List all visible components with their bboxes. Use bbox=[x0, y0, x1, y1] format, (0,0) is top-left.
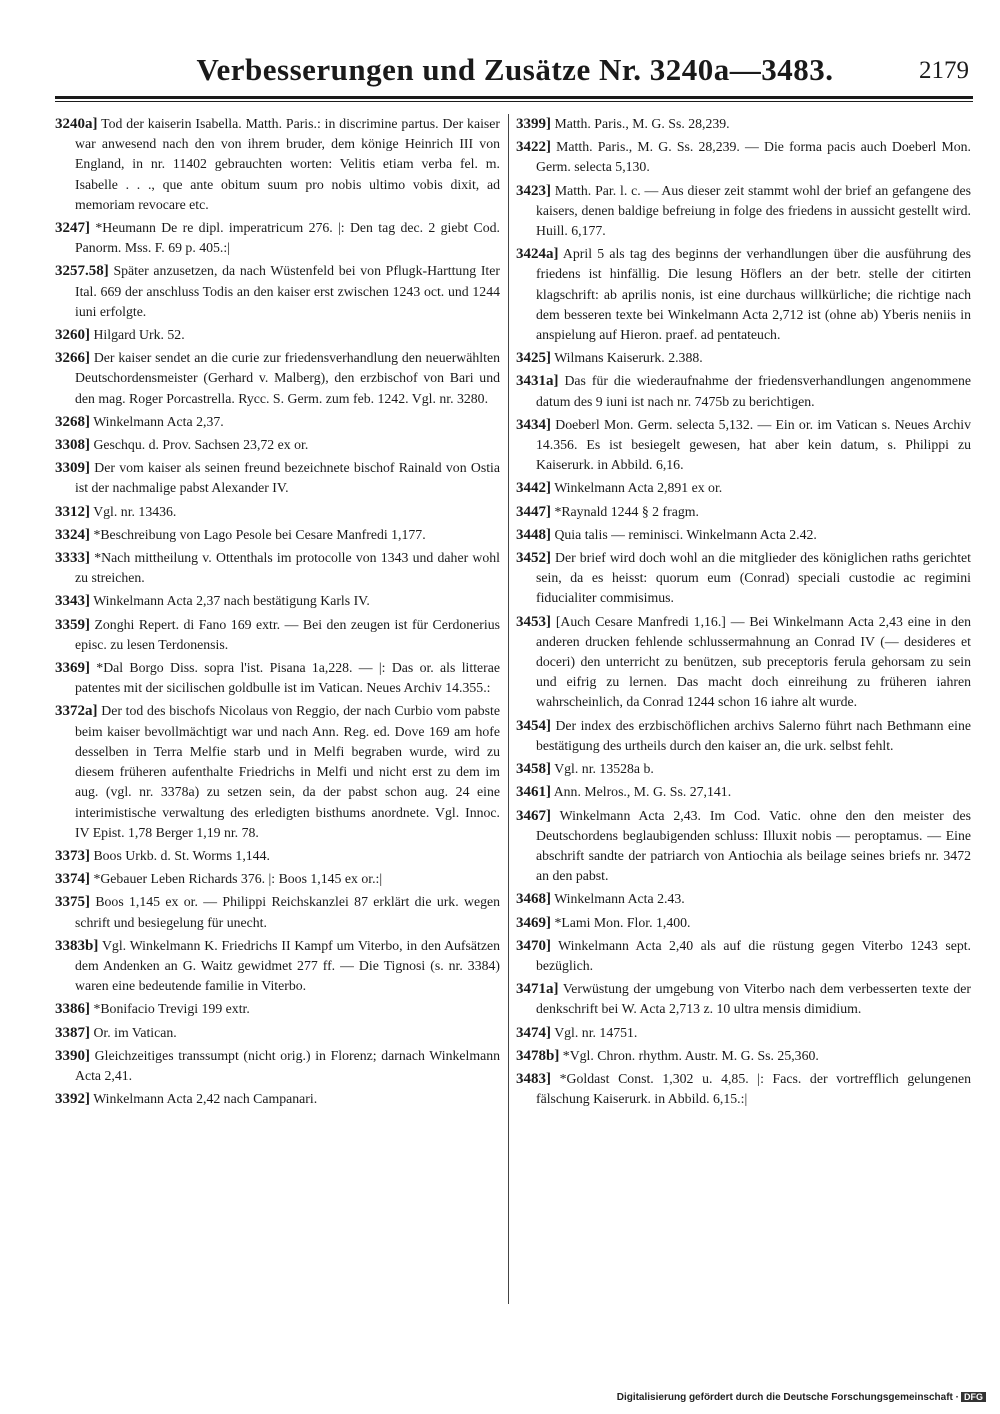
dfg-logo: DFG bbox=[961, 1392, 986, 1402]
entry-text: Geschqu. d. Prov. Sachsen 23,72 ex or. bbox=[90, 437, 309, 453]
entry-text: Ann. Melros., M. G. Ss. 27,141. bbox=[551, 784, 732, 800]
entry-text: Der tod des bischofs Nicolaus von Reggio, der nach Curbio vom pabste beim kaiser bevollmächtigt war und nach Ann. Reg. ed. Dove 169 am hofe desselben in Terra Melfie starb und in Melfi begraben wurde, wird zu diesem früheren aufenthalte Friedrichs in Melfi und nicht erst zu dem im aug. (vgl. nr. 3378a) zu setzen sein, da der pabst schon aug. 24 eine interimistische verwaltung des erledigten bisthums anordnete. Vgl. Innoc. IV Epist. 1,78 Berger 1,19 nr. 78. bbox=[75, 703, 500, 840]
entry-number: 3399] bbox=[516, 116, 551, 132]
entry-text: Vgl. nr. 13528a b. bbox=[551, 761, 654, 777]
entry-text: Zonghi Repert. di Fano 169 extr. — Bei den zeugen ist für Cerdonerius episc. zu lesen Terdonensis. bbox=[75, 616, 500, 652]
entry-text: Winkelmann Acta 2,40 als auf die rüstung gegen Viterbo 1243 sept. bezüglich. bbox=[536, 937, 971, 973]
entry-number: 3390] bbox=[55, 1047, 90, 1064]
entry-number: 3425] bbox=[516, 350, 551, 367]
entry bbox=[55, 701, 500, 842]
entry-number: 3386] bbox=[55, 1001, 90, 1018]
entry-number: 3333] bbox=[55, 550, 90, 567]
entry bbox=[516, 348, 971, 368]
entry-number: 3452] bbox=[516, 550, 551, 567]
column-divider bbox=[508, 114, 509, 1304]
entry-number: 3372a] bbox=[55, 703, 98, 720]
entry-number: 3422] bbox=[516, 139, 551, 156]
entry bbox=[55, 936, 500, 997]
entry bbox=[516, 759, 971, 779]
entry-number: 3454] bbox=[516, 717, 551, 734]
entry bbox=[516, 181, 971, 242]
entry-number: 3471a] bbox=[516, 981, 559, 998]
entry bbox=[55, 1089, 500, 1109]
entry-text: Doeberl Mon. Germ. selecta 5,132. — Ein or. im Vatican s. Neues Archiv 14.356. Es ist besiegelt gewesen, hat aber kein datum, s. Philippi zu Kaiserurk. in Abbild. 6,16. bbox=[536, 416, 971, 473]
entry-number: 3392] bbox=[55, 1091, 90, 1108]
entry-text: Der vom kaiser als seinen freund bezeichnete bischof Rainald von Ostia ist der nachmalige pabst Alexander IV. bbox=[75, 460, 500, 496]
entry bbox=[55, 412, 500, 432]
entry-text: Verwüstung der umgebung von Viterbo nach dem verbesserten texte der denkschrift bei W. Acta 2,713 z. 10 ultra mensis dimidium. bbox=[536, 981, 971, 1017]
entry-text: [Auch Cesare Manfredi 1,16.] — Bei Winkelmann Acta 2,43 eine in den anderen drucken fehlende schlussermahnung an Conrad IV (— desideres et doceri) den unterricht zu benützen, sub preceptoris ferula gehorsam zu sein und eifrig zu lernen. Das macht doch einreihung zu früheren iahren wahrscheinlich, da Conrad 1244 schon 16 iahre alt wurde. bbox=[536, 613, 971, 710]
entry-text: Das für die wiederaufnahme der friedensverhandlungen angenommene datum des 9 iuni ist nach nr. 7475b zu berichtigen. bbox=[536, 373, 971, 409]
entry bbox=[516, 612, 971, 713]
entry bbox=[516, 114, 971, 134]
entry-text: *Goldast Const. 1,302 u. 4,85. |: Facs. der vortrefflich gelungenen fälschung Kaiserurk. in Abbild. 6,15.:| bbox=[536, 1070, 971, 1107]
entry-text: Der brief wird doch wohl an die mitglieder des königlichen raths gerichtet sein, da es heisst: quorum eum (Conrad) speciali custodie ac regimini fiducialiter commisimus. bbox=[536, 550, 971, 606]
entry bbox=[55, 325, 500, 345]
entry-number: 3474] bbox=[516, 1024, 551, 1041]
entry-number: 3268] bbox=[55, 413, 90, 430]
entry-text: *Nach mittheilung v. Ottenthals im protocolle von 1343 und daher wohl zu streichen. bbox=[75, 550, 500, 586]
entry bbox=[516, 1046, 971, 1066]
entry bbox=[516, 548, 971, 609]
entry bbox=[55, 502, 500, 522]
entry bbox=[55, 658, 500, 698]
entry-number: 3461] bbox=[516, 784, 551, 801]
entry-text: Winkelmann Acta 2,37 nach bestätigung Karls IV. bbox=[90, 593, 370, 609]
entry bbox=[516, 782, 971, 802]
entry bbox=[516, 1023, 971, 1043]
entry-number: 3448] bbox=[516, 526, 551, 543]
entry-number: 3442] bbox=[516, 480, 551, 497]
entry-number: 3434] bbox=[516, 416, 551, 433]
entry-number: 3247] bbox=[55, 220, 90, 237]
entry bbox=[55, 591, 500, 611]
entry-text: *Heumann De re dipl. imperatricum 276. |: Den tag dec. 2 giebt Cod. Panorm. Mss. F. 69 p. 405.:| bbox=[75, 220, 500, 256]
entry-number: 3266] bbox=[55, 350, 90, 367]
entry-text: Der kaiser sendet an die curie zur friedensverhandlung den neuerwählten Deutschordensmeister (Gerhard v. Malberg), den erzbischof von Bari und den mag. Roger Porcastrella. Rycc. S. Germ. zum feb. 1242. Vgl. nr. 3280. bbox=[75, 350, 500, 406]
right-column bbox=[516, 114, 971, 1112]
entry-text: Winkelmann Acta 2,42 nach Campanari. bbox=[90, 1091, 318, 1107]
page-title: Verbesserungen und Zusätze Nr. 3240a—3483. bbox=[196, 52, 834, 87]
entry bbox=[516, 371, 971, 411]
entry-number: 3383b] bbox=[55, 937, 99, 954]
entry-text: Vgl. nr. 14751. bbox=[551, 1024, 638, 1040]
entry bbox=[516, 415, 971, 476]
entry bbox=[516, 502, 971, 522]
entry-text: Später anzusetzen, da nach Wüstenfeld bei von Pflugk-Harttung Iter Ital. 669 der anschluss Todis an den kaiser erst zwischen 1243 oct. und 1244 iuni erfolgte. bbox=[75, 263, 500, 319]
page-number: 2179 bbox=[919, 57, 969, 84]
entry-text: Matth. Paris., M. G. Ss. 28,239. bbox=[551, 116, 730, 131]
dfg-footer bbox=[617, 1392, 986, 1403]
entry-text: Matth. Par. l. c. — Aus dieser zeit stammt wohl der brief an gefangene des kaisers, denen baldige befreiung in folge des friedens in aussicht gestellt wird. Huill. 6,177. bbox=[536, 182, 971, 239]
entry-number: 3369] bbox=[55, 660, 90, 677]
entry bbox=[516, 806, 971, 887]
entry-number: 3447] bbox=[516, 503, 551, 520]
entry-text: Quia talis — reminisci. Winkelmann Acta 2.42. bbox=[551, 526, 817, 542]
entry bbox=[516, 1069, 971, 1109]
entry-text: Winkelmann Acta 2.43. bbox=[551, 891, 685, 907]
entry-text: *Raynald 1244 § 2 fragm. bbox=[551, 503, 699, 519]
entry bbox=[516, 913, 971, 933]
entry-number: 3359] bbox=[55, 616, 90, 633]
entry-number: 3374] bbox=[55, 871, 90, 888]
entry-text: Boos Urkb. d. St. Worms 1,144. bbox=[90, 847, 270, 863]
entry-number: 3483] bbox=[516, 1070, 551, 1087]
entry-text: *Lami Mon. Flor. 1,400. bbox=[551, 914, 691, 930]
entry-number: 3312] bbox=[55, 503, 90, 520]
entry bbox=[55, 261, 500, 322]
entry bbox=[516, 478, 971, 498]
entry bbox=[516, 979, 971, 1019]
entry bbox=[516, 716, 971, 756]
entry bbox=[55, 999, 500, 1019]
entry-number: 3308] bbox=[55, 437, 90, 454]
entry bbox=[516, 137, 971, 177]
entry bbox=[55, 348, 500, 409]
entry bbox=[55, 1046, 500, 1086]
entry-number: 3431a] bbox=[516, 373, 559, 390]
entry-number: 3453] bbox=[516, 613, 551, 630]
entry-text: *Beschreibung von Lago Pesole bei Cesare Manfredi 1,177. bbox=[90, 526, 426, 542]
entry bbox=[516, 889, 971, 909]
entry-number: 3257.58] bbox=[55, 263, 109, 280]
entry-text: *Vgl. Chron. rhythm. Austr. M. G. Ss. 25,360. bbox=[559, 1047, 819, 1063]
entry-text: *Gebauer Leben Richards 376. |: Boos 1,145 ex or.:| bbox=[90, 871, 383, 887]
entry-number: 3458] bbox=[516, 761, 551, 778]
entry-text: April 5 als tag des beginns der verhandlungen über die ausführung des friedens ist hinfällig. Die lesung Höflers an der betr. stelle der citirten klagschrift: ab aprilis nonis, ist eine durchaus willkürliche; die richtige nach dem besseren texte bei Winkelmann Acta 2,712 ist (ohne ab) Yberis neniis in anspielung auf Hieron. praef. ad pentateuch. bbox=[536, 246, 971, 343]
entry bbox=[55, 218, 500, 258]
entry-text: Or. im Vatican. bbox=[90, 1024, 177, 1040]
entry bbox=[55, 1023, 500, 1043]
entry-number: 3387] bbox=[55, 1024, 90, 1041]
entry bbox=[55, 435, 500, 455]
entry bbox=[516, 936, 971, 976]
entry-number: 3424a] bbox=[516, 246, 559, 263]
entry-number: 3469] bbox=[516, 914, 551, 931]
entry-number: 3309] bbox=[55, 460, 90, 477]
entry-text: *Bonifacio Trevigi 199 extr. bbox=[90, 1001, 250, 1017]
entry-text: Winkelmann Acta 2,37. bbox=[90, 413, 224, 429]
entry-number: 3478b] bbox=[516, 1047, 560, 1064]
entry-text: Hilgard Urk. 52. bbox=[90, 327, 185, 343]
entry-text: Winkelmann Acta 2,43. Im Cod. Vatic. ohne den den meister des Deutschordens beglaubigenden schluss: Illuxit nobis — peroptamus. — Eine abschrift sandte der patriarch von Antiochia als beilage seines briefs nr. 3472 an den pabst. bbox=[536, 807, 971, 884]
entry-number: 3375] bbox=[55, 894, 90, 911]
entry-text: *Dal Borgo Diss. sopra l'ist. Pisana 1a,228. — |: Das or. als litterae patentes mit der sicilischen goldbulle ist im Vatican. Neues Archiv 14.355.: bbox=[75, 660, 500, 696]
entry-text: Boos 1,145 ex or. — Philippi Reichskanzlei 87 erklärt die urk. wegen schrift und besiegelung für unecht. bbox=[75, 894, 500, 930]
footer-text: Digitalisierung gefördert durch die Deutsche Forschungsgemeinschaft · bbox=[616, 1392, 959, 1403]
header-rule-thick bbox=[55, 96, 973, 99]
entry-number: 3343] bbox=[55, 593, 90, 610]
entry-number: 3468] bbox=[516, 891, 551, 908]
header-rule-thin bbox=[55, 101, 973, 102]
entry-text: Tod der kaiserin Isabella. Matth. Paris.: in discrimine partus. Der kaiser war anwesend nach den von ihrem bruder, dem könige Heinrich III von England, in nr. 11402 gebrauchten worten: Velitis etiam verba fel. m. Isabelle . . ., que ante obitum suum pro nobis ultimo vobis dixit, ad memoriam revocare etc. bbox=[75, 116, 500, 212]
entry-text: Winkelmann Acta 2,891 ex or. bbox=[551, 480, 723, 496]
entry-text: Gleichzeitiges transsumpt (nicht orig.) in Florenz; darnach Winkelmann Acta 2,41. bbox=[75, 1047, 500, 1083]
entry bbox=[55, 525, 500, 545]
entry-text: Vgl. Winkelmann K. Friedrichs II Kampf um Viterbo, in den Aufsätzen dem Andenken an G. Waitz gewidmet 277 ff. — Die Tignosi (s. nr. 3384) waren eine bedeutende familie in Viterbo. bbox=[75, 937, 500, 994]
entry-number: 3373] bbox=[55, 847, 90, 864]
entry-number: 3423] bbox=[516, 182, 551, 199]
entry bbox=[55, 869, 500, 889]
entry-number: 3467] bbox=[516, 807, 551, 824]
page-header bbox=[55, 52, 975, 92]
entry-number: 3240a] bbox=[55, 116, 98, 132]
entry-number: 3324] bbox=[55, 526, 90, 543]
entry bbox=[55, 114, 500, 215]
entry bbox=[516, 525, 971, 545]
entry-number: 3470] bbox=[516, 937, 551, 954]
entry-text: Matth. Paris., M. G. Ss. 28,239. — Die forma pacis auch Doeberl Mon. Germ. selecta 5,130. bbox=[536, 139, 971, 175]
entry bbox=[55, 548, 500, 588]
entry-number: 3260] bbox=[55, 327, 90, 344]
entry bbox=[516, 244, 971, 345]
entry bbox=[55, 846, 500, 866]
entry-text: Der index des erzbischöflichen archivs Salerno führt nach Bethmann eine bestätigung des urtheils durch den kaiser an, die urk. selbst fehlt. bbox=[536, 717, 971, 753]
entry bbox=[55, 458, 500, 498]
entry-text: Wilmans Kaiserurk. 2.388. bbox=[551, 350, 703, 366]
entry bbox=[55, 892, 500, 932]
entry bbox=[55, 615, 500, 655]
entry-text: Vgl. nr. 13436. bbox=[90, 503, 177, 519]
left-column bbox=[55, 114, 500, 1112]
